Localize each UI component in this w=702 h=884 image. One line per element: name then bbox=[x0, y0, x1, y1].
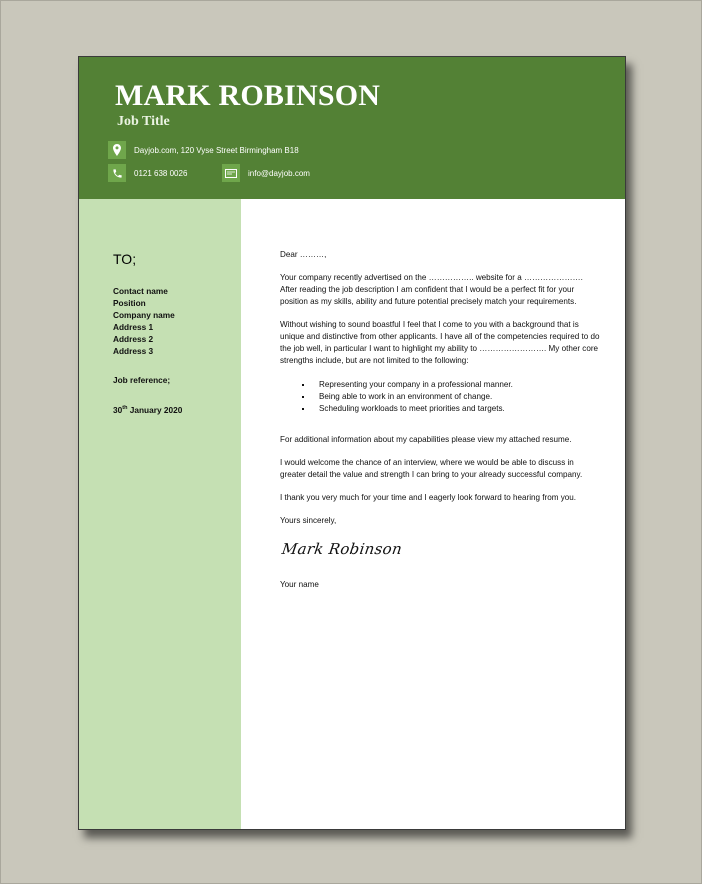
phone-line bbox=[108, 164, 187, 182]
list-item: ▪ Representing your company in a professional manner. bbox=[313, 379, 600, 391]
letter-date bbox=[113, 405, 182, 415]
paragraph-4: I would welcome the chance of an interview, where we would be able to discuss in greater detail the value and strength I can bring to your already successful company. bbox=[280, 458, 583, 479]
paragraph-5: I thank you very much for your time and I eagerly look forward to hearing from you. bbox=[280, 493, 577, 502]
recipient-position: Position bbox=[113, 298, 146, 308]
applicant-name: MARK ROBINSON bbox=[115, 79, 381, 112]
recipient-company: Company name bbox=[113, 310, 175, 320]
phone-icon bbox=[108, 164, 126, 182]
recipient-address-3: Address 3 bbox=[113, 346, 154, 356]
email-icon bbox=[222, 164, 240, 182]
address-line bbox=[108, 141, 299, 159]
list-item: ▪ Being able to work in an environment of change. bbox=[313, 391, 600, 403]
recipient-contact-name: Contact name bbox=[113, 286, 168, 296]
list-item: ▪ Scheduling workloads to meet priorities and targets. bbox=[313, 403, 600, 415]
header-banner bbox=[79, 57, 625, 199]
strengths-list bbox=[280, 379, 600, 415]
paragraph-1: Your company recently advertised on the …………….. website for a …………………. After reading the job description I am confident that I would be a perfect fit for your position as my skills, ability and future potential precisely match your requirements. bbox=[280, 273, 583, 306]
recipient-address-2: Address 2 bbox=[113, 334, 154, 344]
closing: Yours sincerely, bbox=[280, 516, 337, 525]
to-label: TO; bbox=[113, 251, 137, 267]
phone-text: 0121 638 0026 bbox=[134, 168, 188, 178]
your-name: Your name bbox=[280, 580, 319, 589]
email-line bbox=[222, 164, 310, 182]
recipient-sidebar bbox=[79, 199, 241, 829]
email-text: info@dayjob.com bbox=[248, 168, 310, 178]
paragraph-3: For additional information about my capabilities please view my attached resume. bbox=[280, 435, 572, 444]
cover-letter-page bbox=[78, 56, 626, 830]
map-pin-icon bbox=[108, 141, 126, 159]
recipient-address-1: Address 1 bbox=[113, 322, 154, 332]
letter-body bbox=[280, 249, 600, 602]
job-title: Job Title bbox=[117, 114, 170, 129]
date-day: 30 bbox=[113, 405, 123, 415]
signature: Mark Robinson bbox=[280, 540, 404, 558]
paragraph-2: Without wishing to sound boastful I feel that I come to you with a background that is unique and distinctive from other applicants. I have all of the competencies required to do the job well, in particular I want to highlight my ability to ……………………. My other core strengths include, but are not limited to the following: bbox=[280, 320, 600, 365]
job-reference: Job reference; bbox=[113, 375, 171, 385]
date-suffix: th bbox=[122, 405, 128, 412]
salutation: Dear ………, bbox=[280, 250, 327, 259]
date-rest: January 2020 bbox=[127, 405, 183, 415]
recipient-block bbox=[113, 285, 175, 357]
address-text: Dayjob.com, 120 Vyse Street Birmingham B18 bbox=[134, 145, 299, 155]
